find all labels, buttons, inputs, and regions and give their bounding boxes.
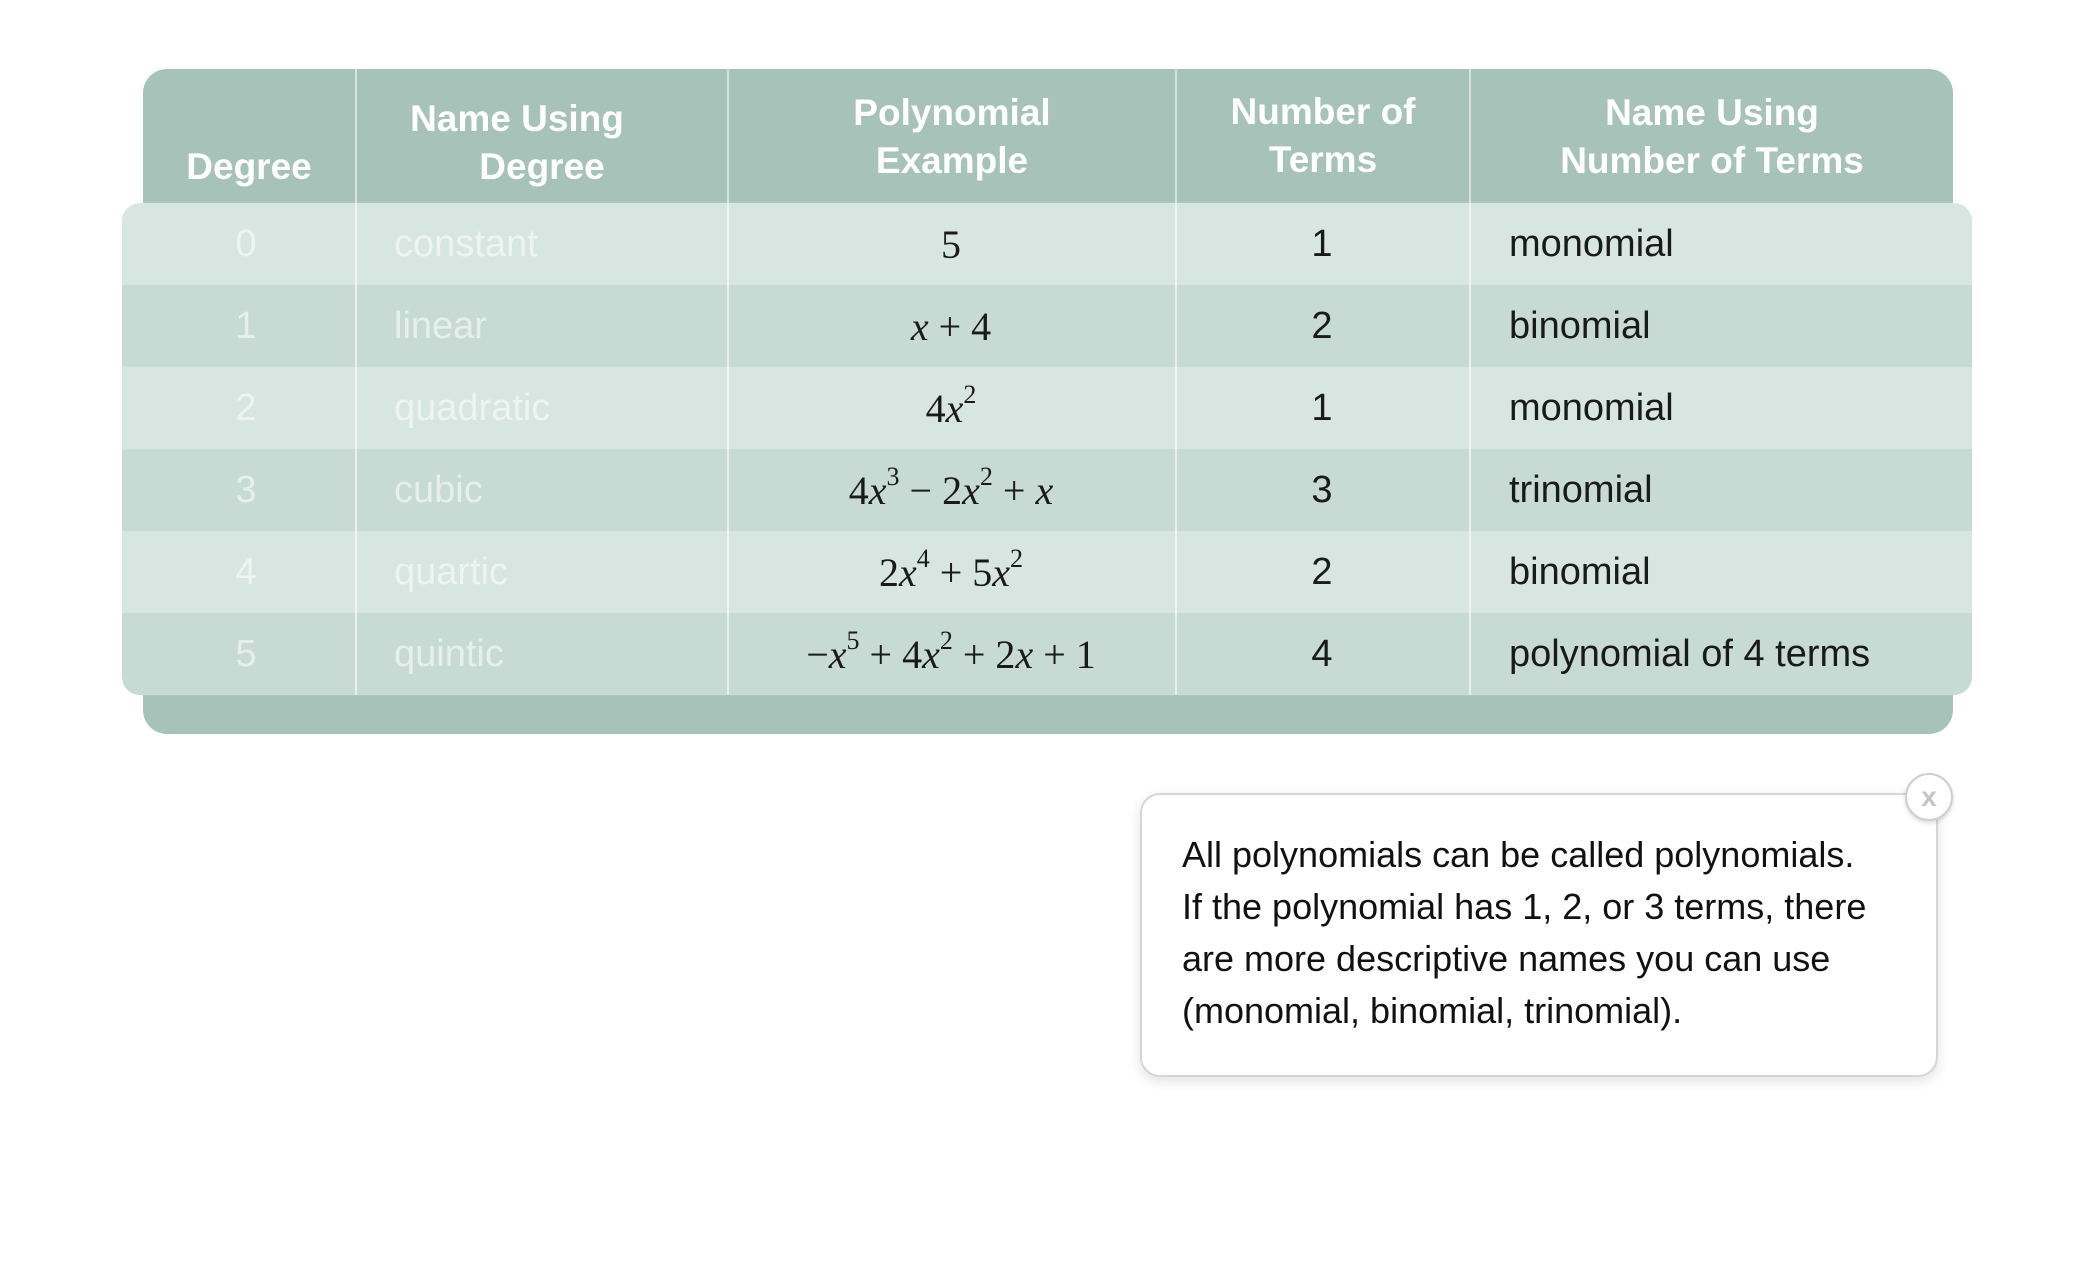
table-row [122,449,1972,531]
polynomial-example-cell: $4x^3 - 2x^2 + x$ [848,462,1054,513]
name-using-degree-cell: constant [394,222,538,265]
number-of-terms-cell: 3 [1311,468,1333,511]
callout-text: All polynomials can be called polynomials. If the polynomial has 1, 2, or 3 terms, there are more descriptive names you can use (monomial, binomial, trinomial). [1182,834,1867,1031]
name-using-degree-cell: quintic [394,632,504,675]
number-of-terms-cell: 2 [1311,304,1333,347]
table-row [122,531,1972,613]
degree-cell: 1 [235,304,257,347]
degree-cell: 3 [235,468,257,511]
degree-cell: 5 [235,632,257,675]
name-using-degree-cell: linear [394,304,487,347]
degree-cell: 0 [235,222,257,265]
header-number-of-terms-label: Number of Terms [1230,91,1416,180]
polynomial-example-cell: $2x^4 + 5x^2$ [878,544,1024,595]
column-divider [727,203,729,695]
header-name-using-number-of-terms [1471,69,1953,203]
header-polynomial-example [729,69,1175,203]
name-using-terms-cell: polynomial of 4 terms [1509,632,1871,675]
name-using-degree-cell: quartic [394,550,509,593]
degree-cell: 4 [235,550,257,593]
close-icon: x [1921,781,1937,812]
number-of-terms-cell: 1 [1311,386,1333,429]
header-degree [143,69,355,203]
name-using-terms-cell: monomial [1509,222,1674,265]
header-name-using-degree [357,69,727,203]
header-name-using-number-of-terms-label: Name Using Number of Terms [1560,92,1864,181]
header-polynomial-example-label: Polynomial Example [853,92,1051,181]
name-using-terms-cell: trinomial [1509,468,1653,511]
close-callout-button[interactable] [1905,773,1953,821]
column-divider [355,203,357,695]
header-number-of-terms [1177,69,1469,203]
header-name-using-degree-label: Name Using Degree [410,98,624,187]
name-using-terms-cell: binomial [1509,304,1651,347]
column-divider [1469,203,1471,695]
info-callout [1140,793,1938,1077]
table-row [122,613,1972,695]
degree-cell: 2 [235,386,257,429]
table-row [122,285,1972,367]
number-of-terms-cell: 2 [1311,550,1333,593]
name-using-degree-cell: cubic [394,468,483,511]
polynomial-example-cell: $-x^5 + 4x^2 + 2x + 1$ [806,626,1096,677]
polynomial-example-cell: 5 [941,221,961,267]
polynomial-example-cell: $4x^2$ [925,380,977,431]
table-body [122,203,1972,695]
name-using-degree-cell: quadratic [394,386,551,429]
header-degree-label: Degree [186,146,312,187]
polynomial-example-cell: x + 4 [910,303,992,349]
number-of-terms-cell: 4 [1311,632,1333,675]
table-row [122,367,1972,449]
column-divider [1175,203,1177,695]
number-of-terms-cell: 1 [1311,222,1333,265]
name-using-terms-cell: binomial [1509,550,1651,593]
name-using-terms-cell: monomial [1509,386,1674,429]
table-row [122,203,1972,285]
